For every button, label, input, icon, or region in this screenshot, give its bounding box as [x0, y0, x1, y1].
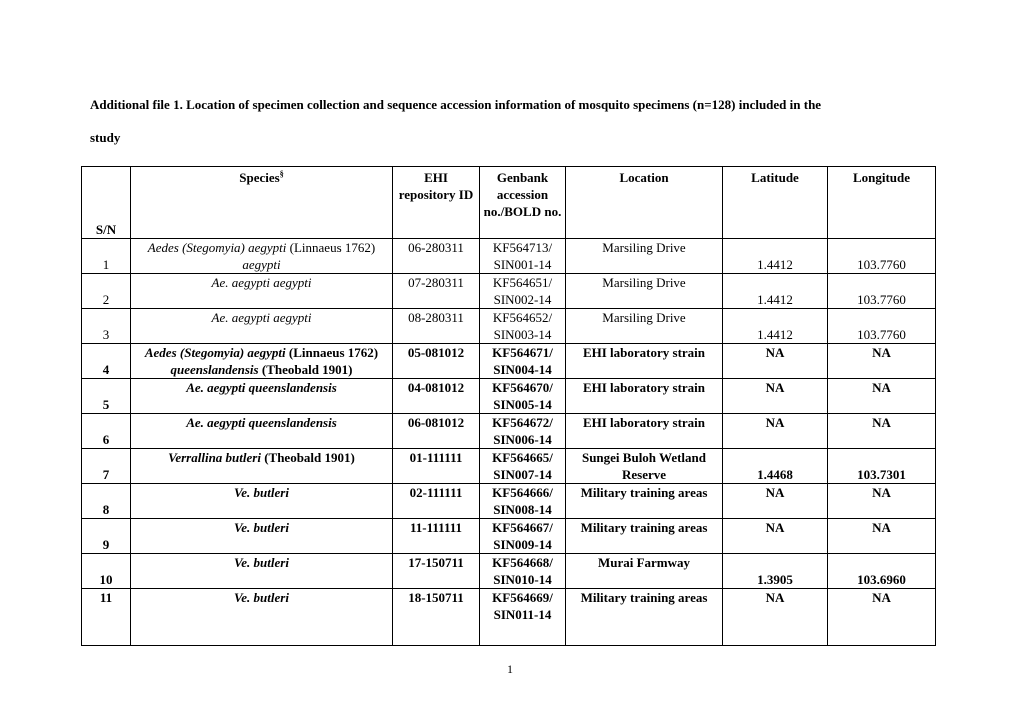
cell-ehi-id: 01-111111 — [393, 449, 480, 484]
table-row — [82, 274, 936, 309]
table-row — [82, 589, 936, 646]
genbank-accession: KF564672/ — [492, 415, 553, 430]
cell-longitude: 103.7301 — [828, 449, 936, 484]
cell-genbank — [480, 589, 566, 646]
species-italic: Verrallina butleri — [168, 450, 261, 465]
cell-location: Marsiling Drive — [566, 239, 723, 274]
cell-longitude: NA — [828, 519, 936, 554]
cell-latitude: NA — [723, 379, 828, 414]
genbank-accession: KF564670/ — [492, 380, 553, 395]
cell-species — [131, 239, 393, 274]
table-row — [82, 414, 936, 449]
cell-latitude: NA — [723, 344, 828, 379]
header-species-label: Species — [239, 170, 280, 185]
bold-number: SIN003-14 — [493, 327, 552, 342]
bold-number: SIN007-14 — [493, 467, 552, 482]
species-italic: Ve. butleri — [234, 485, 289, 500]
header-genbank: Genbank accession no./BOLD no. — [480, 167, 566, 239]
cell-longitude: 103.6960 — [828, 554, 936, 589]
species-italic-2: queenslandensis — [170, 362, 259, 377]
header-ehi-id: EHI repository ID — [393, 167, 480, 239]
cell-species — [131, 484, 393, 519]
cell-ehi-id: 17-150711 — [393, 554, 480, 589]
cell-location: EHI laboratory strain — [566, 379, 723, 414]
species-italic: Aedes (Stegomyia) aegypti — [144, 345, 286, 360]
cell-species — [131, 449, 393, 484]
cell-species — [131, 274, 393, 309]
species-italic: Ae. aegypti aegypti — [211, 275, 312, 290]
species-plain: (Linnaeus 1762) — [285, 345, 379, 360]
cell-ehi-id: 05-081012 — [393, 344, 480, 379]
cell-sn: 10 — [82, 554, 131, 589]
cell-location: Marsiling Drive — [566, 274, 723, 309]
cell-sn: 8 — [82, 484, 131, 519]
genbank-accession: KF564668/ — [492, 555, 553, 570]
table-caption — [90, 88, 940, 154]
genbank-accession: KF564671/ — [492, 345, 553, 360]
species-plain: (Linnaeus 1762) — [286, 240, 376, 255]
cell-latitude: 1.4412 — [723, 309, 828, 344]
cell-ehi-id: 08-280311 — [393, 309, 480, 344]
cell-sn: 3 — [82, 309, 131, 344]
header-sn: S/N — [82, 167, 131, 239]
cell-location: EHI laboratory strain — [566, 344, 723, 379]
cell-latitude: 1.4412 — [723, 274, 828, 309]
table-row — [82, 239, 936, 274]
cell-ehi-id: 18-150711 — [393, 589, 480, 646]
species-italic: Ae. aegypti queenslandensis — [186, 380, 337, 395]
bold-number: SIN009-14 — [493, 537, 552, 552]
species-italic: Ae. aegypti aegypti — [211, 310, 312, 325]
species-italic: Ve. butleri — [234, 520, 289, 535]
cell-longitude: 103.7760 — [828, 239, 936, 274]
genbank-accession: KF564666/ — [492, 485, 553, 500]
species-italic: Ve. butleri — [234, 555, 289, 570]
genbank-accession: KF564669/ — [492, 590, 553, 605]
cell-ehi-id: 02-111111 — [393, 484, 480, 519]
cell-location: EHI laboratory strain — [566, 414, 723, 449]
cell-ehi-id: 04-081012 — [393, 379, 480, 414]
bold-number: SIN006-14 — [493, 432, 552, 447]
cell-sn: 5 — [82, 379, 131, 414]
cell-species — [131, 379, 393, 414]
cell-location: Marsiling Drive — [566, 309, 723, 344]
header-species — [131, 167, 393, 239]
cell-longitude: NA — [828, 589, 936, 646]
cell-species — [131, 344, 393, 379]
cell-sn: 7 — [82, 449, 131, 484]
cell-genbank — [480, 379, 566, 414]
bold-number: SIN008-14 — [493, 502, 552, 517]
cell-species — [131, 414, 393, 449]
cell-genbank — [480, 449, 566, 484]
species-italic: Aedes (Stegomyia) aegypti — [147, 240, 287, 255]
table-row — [82, 519, 936, 554]
species-tail: (Theobald 1901) — [258, 362, 353, 377]
species-italic-2: aegypti — [242, 257, 281, 272]
species-plain: (Theobald 1901) — [260, 450, 355, 465]
cell-genbank — [480, 274, 566, 309]
cell-sn: 9 — [82, 519, 131, 554]
header-latitude: Latitude — [723, 167, 828, 239]
cell-location: Military training areas — [566, 519, 723, 554]
specimen-table — [81, 166, 936, 646]
cell-genbank — [480, 344, 566, 379]
cell-longitude: NA — [828, 414, 936, 449]
cell-ehi-id: 06-081012 — [393, 414, 480, 449]
genbank-accession: KF564667/ — [492, 520, 553, 535]
cell-longitude: 103.7760 — [828, 309, 936, 344]
caption-line-2: study — [90, 130, 121, 145]
cell-latitude: NA — [723, 589, 828, 646]
caption-line-1: Additional file 1. Location of specimen collection and sequence accession information of mosquito specimens (n=128) included in the — [90, 97, 822, 112]
cell-sn: 11 — [82, 589, 131, 646]
cell-genbank — [480, 414, 566, 449]
bold-number: SIN004-14 — [493, 362, 552, 377]
page-number: 1 — [507, 662, 513, 676]
cell-latitude: 1.4412 — [723, 239, 828, 274]
table-row — [82, 554, 936, 589]
cell-latitude: NA — [723, 484, 828, 519]
cell-location: Military training areas — [566, 589, 723, 646]
cell-ehi-id: 07-280311 — [393, 274, 480, 309]
table-row — [82, 344, 936, 379]
cell-latitude: 1.3905 — [723, 554, 828, 589]
bold-number: SIN002-14 — [493, 292, 552, 307]
bold-number: SIN001-14 — [493, 257, 552, 272]
genbank-accession: KF564651/ — [492, 275, 553, 290]
cell-latitude: 1.4468 — [723, 449, 828, 484]
cell-genbank — [480, 519, 566, 554]
cell-species — [131, 554, 393, 589]
cell-longitude: 103.7760 — [828, 274, 936, 309]
section-mark: § — [279, 169, 284, 179]
bold-number: SIN011-14 — [493, 607, 552, 622]
header-row — [82, 167, 936, 239]
genbank-accession: KF564665/ — [492, 450, 553, 465]
cell-sn: 6 — [82, 414, 131, 449]
cell-location: Murai Farmway — [566, 554, 723, 589]
cell-sn: 1 — [82, 239, 131, 274]
cell-longitude: NA — [828, 344, 936, 379]
cell-latitude: NA — [723, 414, 828, 449]
cell-location: Sungei Buloh Wetland Reserve — [566, 449, 723, 484]
genbank-accession: KF564713/ — [492, 240, 553, 255]
cell-sn: 4 — [82, 344, 131, 379]
cell-species — [131, 589, 393, 646]
cell-genbank — [480, 239, 566, 274]
bold-number: SIN010-14 — [493, 572, 552, 587]
cell-genbank — [480, 309, 566, 344]
cell-longitude: NA — [828, 484, 936, 519]
cell-longitude: NA — [828, 379, 936, 414]
cell-species — [131, 309, 393, 344]
species-italic: Ae. aegypti queenslandensis — [186, 415, 337, 430]
species-italic: Ve. butleri — [234, 590, 289, 605]
table-row — [82, 484, 936, 519]
genbank-accession: KF564652/ — [492, 310, 553, 325]
header-location: Location — [566, 167, 723, 239]
cell-genbank — [480, 484, 566, 519]
table-row — [82, 379, 936, 414]
cell-species — [131, 519, 393, 554]
cell-ehi-id: 06-280311 — [393, 239, 480, 274]
cell-sn: 2 — [82, 274, 131, 309]
bold-number: SIN005-14 — [493, 397, 552, 412]
cell-latitude: NA — [723, 519, 828, 554]
cell-ehi-id: 11-111111 — [393, 519, 480, 554]
table-row — [82, 309, 936, 344]
header-longitude: Longitude — [828, 167, 936, 239]
cell-location: Military training areas — [566, 484, 723, 519]
table-row — [82, 449, 936, 484]
cell-genbank — [480, 554, 566, 589]
